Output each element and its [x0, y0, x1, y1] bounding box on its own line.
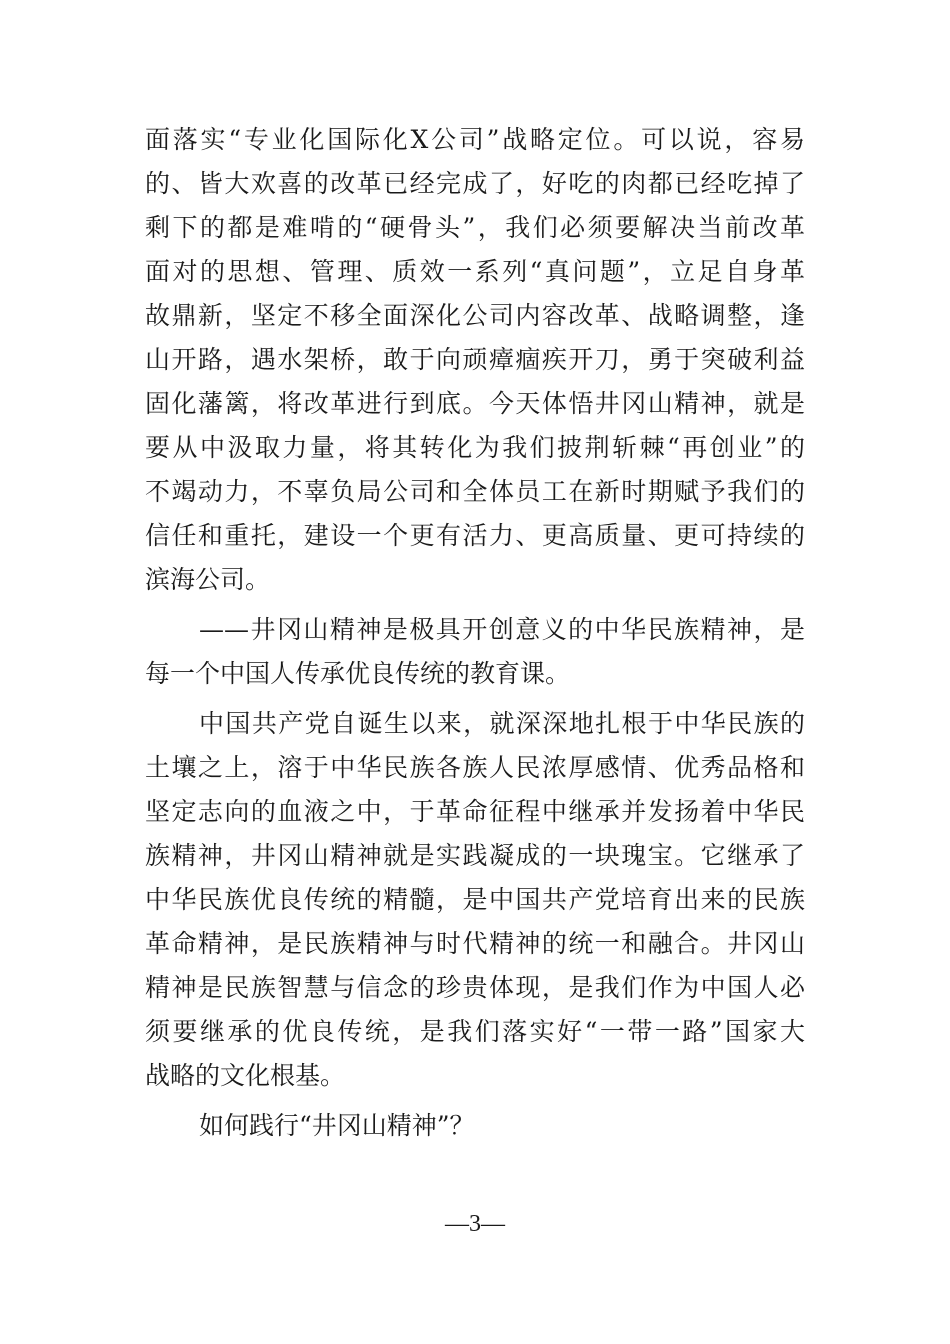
paragraph	[145, 118, 805, 602]
text-line: 信任和重托，建设一个更有活力、更高质量、更可持续的	[145, 521, 805, 550]
text-line: 革命精神，是民族精神与时代精神的统一和融合。井冈山	[145, 929, 805, 958]
text-line: 坚定志向的血液之中，于革命征程中继承并发扬着中华民	[145, 797, 805, 826]
text-line: 的、皆大欢喜的改革已经完成了，好吃的肉都已经吃掉了	[145, 169, 805, 198]
text-line: 族精神，井冈山精神就是实践凝成的一块瑰宝。它继承了	[145, 841, 805, 870]
text-line: 面对的思想、管理、质效一系列“真问题”，立足自身革	[145, 257, 805, 286]
text-line: 剩下的都是难啃的“硬骨头”，我们必须要解决当前改革	[145, 213, 805, 242]
text-line: 精神是民族智慧与信念的珍贵体现，是我们作为中国人必	[145, 973, 805, 1002]
text-line: ——井冈山精神是极具开创意义的中华民族精神，是	[199, 615, 805, 644]
document-body	[145, 118, 805, 1148]
text-line: 中国共产党自诞生以来，就深深地扎根于中华民族的	[199, 709, 805, 738]
text-line: 面落实“专业化国际化X公司”战略定位。可以说，容易	[145, 125, 805, 154]
paragraph	[145, 702, 805, 1098]
text-line: 中华民族优良传统的精髓，是中国共产党培育出来的民族	[145, 885, 805, 914]
text-line: 须要继承的优良传统，是我们落实好“一带一路”国家大	[145, 1017, 805, 1046]
text-line: 如何践行“井冈山精神”？	[199, 1111, 475, 1140]
text-line: 战略的文化根基。	[145, 1061, 346, 1090]
text-line: 每一个中国人传承优良传统的教育课。	[145, 659, 571, 688]
text-line: 要从中汲取力量，将其转化为我们披荆斩棘“再创业”的	[145, 433, 805, 462]
text-line: 不竭动力，不辜负局公司和全体员工在新时期赋予我们的	[145, 477, 805, 506]
paragraph	[145, 1104, 805, 1148]
paragraph	[145, 608, 805, 696]
text-line: 山开路，遇水架桥，敢于向顽瘴痼疾开刀，勇于突破利益	[145, 345, 805, 374]
text-line: 固化藩篱，将改革进行到底。今天体悟井冈山精神，就是	[145, 389, 805, 418]
page-number: —3—	[445, 1211, 505, 1237]
text-line: 故鼎新，坚定不移全面深化公司内容改革、战略调整，逢	[145, 301, 805, 330]
text-line: 土壤之上，溶于中华民族各族人民浓厚感情、优秀品格和	[145, 753, 805, 782]
text-line: 滨海公司。	[145, 565, 271, 594]
